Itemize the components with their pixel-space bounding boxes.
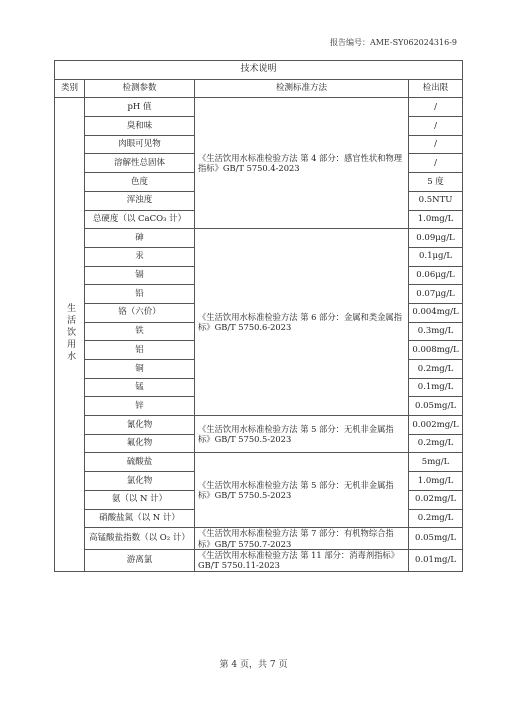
method-cell: 《生活饮用水标准检验方法 第 11 部分：消毒剂指标》GB/T 5750.11-2023 [195, 549, 409, 571]
parameter-cell: pH 值 [85, 98, 195, 117]
parameter-cell: 铁 [85, 322, 195, 341]
parameter-cell: 硝酸盐氮（以 N 计） [85, 509, 195, 528]
limit-cell: 5mg/L [409, 453, 463, 472]
parameter-cell: 高锰酸盐指数（以 O₂ 计） [85, 528, 195, 550]
parameter-cell: 臭和味 [85, 117, 195, 136]
limit-cell: / [409, 98, 463, 117]
limit-cell: 0.004mg/L [409, 303, 463, 322]
parameter-cell: 溶解性总固体 [85, 154, 195, 173]
limit-cell: 0.05mg/L [409, 528, 463, 550]
category-label: 生活饮用水 [65, 302, 76, 363]
method-cell: 《生活饮用水标准检验方法 第 5 部分：无机非金属指标》GB/T 5750.5-2023 [195, 453, 409, 528]
limit-cell: 0.05mg/L [409, 397, 463, 416]
table-row [55, 453, 463, 472]
table-row [55, 528, 463, 550]
page-footer: 第 4 页，共 7 页 [219, 660, 288, 670]
parameter-cell: 浑浊度 [85, 191, 195, 210]
limit-cell: 0.002mg/L [409, 416, 463, 435]
limit-cell: 0.02mg/L [409, 490, 463, 509]
limit-cell: 1.0mg/L [409, 210, 463, 229]
limit-cell: 0.2mg/L [409, 509, 463, 528]
parameter-cell: 镉 [85, 266, 195, 285]
limit-cell: 0.008mg/L [409, 341, 463, 360]
method-cell: 《生活饮用水标准检验方法 第 4 部分：感官性状和物理指标》GB/T 5750.4-2023 [195, 98, 409, 229]
method-cell: 《生活饮用水标准检验方法 第 7 部分：有机物综合指标》GB/T 5750.7-2023 [195, 528, 409, 550]
parameter-cell: 锰 [85, 378, 195, 397]
table-row [55, 416, 463, 435]
table-row [55, 229, 463, 248]
limit-cell: 0.3mg/L [409, 322, 463, 341]
table-title-row [55, 61, 463, 80]
header-limit: 检出限 [409, 79, 463, 98]
limit-cell: 0.06μg/L [409, 266, 463, 285]
limit-cell: 1.0mg/L [409, 472, 463, 491]
header-parameter: 检测参数 [85, 79, 195, 98]
parameter-cell: 铬（六价） [85, 303, 195, 322]
parameter-cell: 汞 [85, 247, 195, 266]
category-cell [55, 98, 85, 571]
limit-cell: 0.01mg/L [409, 549, 463, 571]
parameter-cell: 游离氯 [85, 549, 195, 571]
method-cell: 《生活饮用水标准检验方法 第 6 部分：金属和类金属指标》GB/T 5750.6-2023 [195, 229, 409, 416]
limit-cell: 5 度 [409, 173, 463, 192]
parameter-cell: 总硬度（以 CaCO₃ 计） [85, 210, 195, 229]
limit-cell: 0.5NTU [409, 191, 463, 210]
limit-cell: 0.07μg/L [409, 285, 463, 304]
limit-cell: 0.1μg/L [409, 247, 463, 266]
parameter-cell: 色度 [85, 173, 195, 192]
header-category: 类别 [55, 79, 85, 98]
table-header-row [55, 79, 463, 98]
parameter-cell: 铅 [85, 285, 195, 304]
parameter-cell: 铝 [85, 341, 195, 360]
parameter-cell: 砷 [85, 229, 195, 248]
parameter-cell: 氟化物 [85, 434, 195, 453]
limit-cell: / [409, 154, 463, 173]
parameter-cell: 氯化物 [85, 472, 195, 491]
report-number: 报告编号：AME-SY062024316-9 [329, 38, 457, 47]
table-title: 技术说明 [55, 61, 463, 80]
table-row [55, 549, 463, 571]
parameter-cell: 氰化物 [85, 416, 195, 435]
limit-cell: / [409, 135, 463, 154]
method-cell: 《生活饮用水标准检验方法 第 5 部分：无机非金属指标》GB/T 5750.5-2023 [195, 416, 409, 453]
parameter-cell: 硫酸盐 [85, 453, 195, 472]
header-method: 检测标准方法 [195, 79, 409, 98]
parameter-cell: 铜 [85, 360, 195, 379]
technical-description-table [54, 60, 463, 572]
limit-cell: / [409, 117, 463, 136]
parameter-cell: 锌 [85, 397, 195, 416]
limit-cell: 0.09μg/L [409, 229, 463, 248]
parameter-cell: 氨（以 N 计） [85, 490, 195, 509]
limit-cell: 0.1mg/L [409, 378, 463, 397]
limit-cell: 0.2mg/L [409, 434, 463, 453]
table-row [55, 98, 463, 117]
parameter-cell: 肉眼可见物 [85, 135, 195, 154]
limit-cell: 0.2mg/L [409, 360, 463, 379]
